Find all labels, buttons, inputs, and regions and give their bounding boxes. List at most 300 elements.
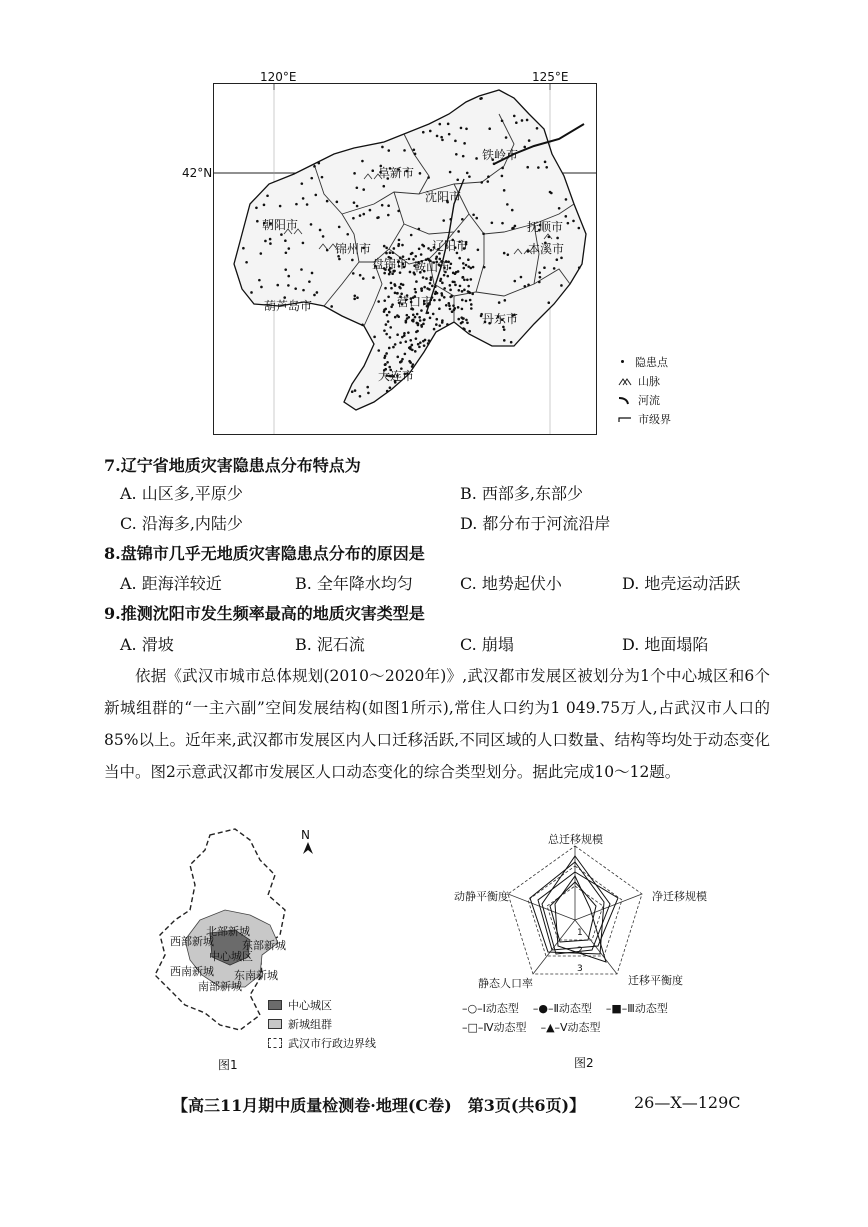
hazard-point [513, 115, 516, 118]
hazard-point [407, 331, 410, 334]
hazard-point [250, 291, 253, 294]
hazard-point [523, 146, 526, 149]
hazard-point [405, 340, 408, 343]
hazard-point [503, 328, 506, 331]
hazard-point [536, 127, 539, 130]
hazard-point [438, 123, 441, 126]
hazard-point [419, 319, 422, 322]
hazard-point [361, 324, 364, 327]
hazard-point [410, 253, 413, 256]
hazard-point [503, 252, 506, 255]
hazard-point [438, 307, 441, 310]
hazard-point [387, 204, 390, 207]
hazard-point [404, 353, 407, 356]
hazard-point [452, 272, 455, 275]
fig2-graphic [500, 842, 650, 982]
hazard-point [389, 386, 392, 389]
hazard-point [269, 242, 272, 245]
hazard-point [528, 139, 531, 142]
hazard-point [449, 289, 452, 292]
hazard-point [411, 344, 414, 347]
hazard-point [386, 390, 389, 393]
hazard-point [465, 127, 468, 130]
hazard-point [285, 251, 288, 254]
hazard-point [510, 341, 513, 344]
hazard-point [258, 279, 261, 282]
hazard-point [269, 238, 272, 241]
fig2-caption: 图2 [574, 1056, 594, 1070]
hazard-point [316, 291, 319, 294]
hazard-point [414, 153, 417, 156]
hazard-point [409, 271, 412, 274]
hazard-point [467, 258, 470, 261]
mountain-icon [618, 376, 632, 386]
center-swatch-icon [268, 1000, 282, 1010]
hazard-point [396, 333, 399, 336]
fig2-legend [462, 998, 722, 1036]
lat-label-42: 42°N [182, 166, 213, 180]
q9-option-c: C. 崩塌 [460, 635, 514, 654]
hazard-point [387, 149, 390, 152]
footer-code: 26—X—129C [634, 1093, 741, 1112]
hazard-point [453, 309, 456, 312]
hazard-point [256, 220, 259, 223]
fig1-region-southwest: 西南新城 [170, 965, 214, 978]
hazard-point [321, 176, 324, 179]
city-liaoyang: 辽阳市 [432, 239, 469, 253]
hazard-point [560, 284, 563, 287]
hazard-point [441, 139, 444, 142]
hazard-point [442, 219, 445, 222]
hazard-point [501, 167, 504, 170]
hazard-point [394, 284, 397, 287]
fig1-region-south: 南部新城 [198, 980, 242, 993]
hazard-point [377, 349, 380, 352]
hazard-point [433, 328, 436, 331]
hazard-point [463, 142, 466, 145]
hazard-point [414, 316, 417, 319]
hazard-point [513, 280, 516, 283]
hazard-point [399, 341, 402, 344]
hazard-point [462, 262, 465, 265]
fig1-region-west: 西部新城 [170, 935, 214, 948]
hazard-point [422, 276, 425, 279]
fig2-axis-static: 静态人口率 [478, 977, 533, 990]
hazard-point [466, 321, 469, 324]
hazard-point [462, 267, 465, 270]
q7-option-d: D. 都分布于河流沿岸 [460, 514, 611, 533]
hazard-point [326, 200, 329, 203]
hazard-point [423, 318, 426, 321]
q9-option-d: D. 地面塌陷 [622, 635, 709, 654]
hazard-point [383, 329, 386, 332]
hazard-point [523, 285, 526, 288]
hazard-point [413, 148, 416, 151]
hazard-point [472, 266, 475, 269]
hazard-point [264, 240, 267, 243]
hazard-point [372, 276, 375, 279]
q7-option-b: B. 西部多,东部少 [460, 484, 584, 503]
hazard-point [537, 166, 540, 169]
hazard-point [391, 303, 394, 306]
hazard-point [457, 230, 460, 233]
hazard-point [366, 386, 369, 389]
hazard-point [462, 276, 465, 279]
fig2-tick-2: 2 [577, 946, 583, 956]
hazard-point [462, 317, 465, 320]
hazard-point [427, 342, 430, 345]
hazard-point [514, 225, 517, 228]
hazard-point [394, 343, 397, 346]
hazard-point [338, 258, 341, 261]
hazard-point [369, 209, 372, 212]
hazard-point [400, 283, 403, 286]
hazard-point [389, 326, 392, 329]
hazard-point [564, 215, 567, 218]
hazard-point [397, 210, 400, 213]
hazard-point [359, 214, 362, 217]
hazard-point [427, 176, 430, 179]
hazard-point [313, 294, 316, 297]
hazard-point [362, 277, 365, 280]
hazard-point [458, 289, 461, 292]
hazard-point [410, 234, 413, 237]
fig1-region-center: 中心城区 [209, 950, 253, 963]
hazard-point [302, 289, 305, 292]
hazard-point [440, 292, 443, 295]
city-yingkou: 营口市 [397, 295, 434, 309]
hazard-point [260, 252, 263, 255]
lon-label-120: 120°E [260, 70, 297, 84]
hazard-point [266, 194, 269, 197]
hazard-point [526, 166, 529, 169]
boundary-icon [618, 414, 632, 424]
hazard-point [408, 346, 411, 349]
hazard-point [466, 278, 469, 281]
hazard-point [461, 308, 464, 311]
hazard-point [311, 272, 314, 275]
city-benxi: 本溪市 [528, 242, 565, 256]
hazard-point [415, 280, 418, 283]
hazard-point [422, 131, 425, 134]
hazard-point [414, 288, 417, 291]
hazard-point [383, 272, 386, 275]
map1-legend [618, 352, 698, 428]
hazard-point [389, 336, 392, 339]
hazard-point [423, 344, 426, 347]
q9-stem: 9.推测沈阳市发生频率最高的地质灾害类型是 [104, 604, 425, 623]
hazard-point [353, 294, 356, 297]
hazard-point [454, 140, 457, 143]
hazard-point [440, 136, 443, 139]
hazard-point [377, 300, 380, 303]
hazard-point [471, 293, 474, 296]
hazard-point [411, 319, 414, 322]
hazard-point [242, 247, 245, 250]
q9-option-a: A. 滑坡 [120, 635, 174, 654]
hazard-point [461, 299, 464, 302]
legend-boundary: 市级界 [618, 409, 698, 428]
city-fuxin: 阜新市 [378, 166, 415, 180]
hazard-point [468, 330, 471, 333]
q8-option-b: B. 全年降水均匀 [295, 574, 413, 593]
hazard-point [288, 247, 291, 250]
hazard-point [418, 228, 421, 231]
hazard-point [441, 321, 444, 324]
hazard-point [326, 249, 329, 252]
hazard-point [423, 286, 426, 289]
hazard-point [419, 341, 422, 344]
hazard-point [362, 213, 365, 216]
hazard-point [352, 217, 355, 220]
q8-option-d: D. 地壳运动活跃 [622, 574, 741, 593]
hazard-point [310, 223, 313, 226]
fig2-legend-5: –▲–Ⅴ动态型 [540, 1020, 601, 1034]
hazard-point [415, 322, 418, 325]
hazard-point [255, 207, 258, 210]
hazard-point [383, 245, 386, 248]
hazard-point [538, 281, 541, 284]
fig1-region-east: 东部新城 [242, 939, 286, 952]
city-shenyang: 沈阳市 [425, 190, 462, 204]
hazard-point [330, 305, 333, 308]
hazard-point [388, 347, 391, 350]
hazard-point [550, 192, 553, 195]
hazard-point [313, 165, 316, 168]
fig2-axis-net: 净迁移规模 [652, 890, 707, 903]
hazard-point [336, 201, 339, 204]
hazard-point [447, 302, 450, 305]
hazard-point [455, 271, 458, 274]
hazard-point [373, 336, 376, 339]
q8-option-c: C. 地势起伏小 [460, 574, 562, 593]
hazard-point [306, 203, 309, 206]
hazard-point [412, 313, 415, 316]
passage-text: 依据《武汉市城市总体规划(2010～2020年)》,武汉都市发展区被划分为1个中心城区和6个新城组群的“一主六副”空间发展结构(如图1所示),常住人口约为1 049.75万人,占武汉市人口的85%以上。近年来,武汉都市发展区内人口迁移活跃,不同区域的人口数量、结构等均处于动态变化当中。图2示意武汉都市发展区人口动态变化的综合类型划分。据此完成10～12题。 [104, 667, 770, 781]
hazard-point [403, 149, 406, 152]
hazard-point [245, 261, 248, 264]
hazard-point [465, 264, 468, 267]
hazard-point [538, 271, 541, 274]
hazard-point [466, 172, 469, 175]
hazard-point [420, 253, 423, 256]
hazard-point [472, 213, 475, 216]
hazard-point [452, 304, 455, 307]
hazard-point [438, 299, 441, 302]
hazard-point [401, 244, 404, 247]
hazard-point [483, 266, 486, 269]
fig1-legend [268, 995, 376, 1052]
hazard-point [429, 130, 432, 133]
hazard-point [276, 284, 279, 287]
hazard-point [428, 339, 431, 342]
fig2-legend-4: –□–Ⅳ动态型 [462, 1020, 527, 1034]
hazard-point [556, 258, 559, 261]
hazard-point [394, 316, 397, 319]
hazard-point [415, 337, 418, 340]
hazard-point [295, 203, 298, 206]
city-huludao: 葫芦岛市 [264, 299, 313, 313]
hazard-point [459, 285, 462, 288]
hazard-point [515, 121, 518, 124]
q7-option-a: A. 山区多,平原少 [120, 484, 243, 503]
hazard-point [461, 290, 464, 293]
hazard-point [463, 289, 466, 292]
hazard-point [279, 205, 282, 208]
legend-hazard: 隐患点 [618, 352, 698, 371]
fig1-region-north: 北部新城 [206, 925, 250, 938]
hazard-point [386, 314, 389, 317]
fig2-axis-balance: 迁移平衡度 [628, 974, 683, 987]
hazard-point [465, 300, 468, 303]
hazard-point [470, 303, 473, 306]
hazard-point [417, 343, 420, 346]
hazard-point [487, 175, 490, 178]
fig1-caption: 图1 [218, 1058, 238, 1072]
fig1-legend-center: 中心城区 [268, 995, 376, 1014]
hazard-point [371, 169, 374, 172]
hazard-point [470, 307, 473, 310]
hazard-point [421, 244, 424, 247]
hazard-point [356, 186, 359, 189]
hazard-point [422, 323, 425, 326]
hazard-point [356, 205, 359, 208]
passage [104, 660, 770, 788]
city-dandong: 丹东市 [482, 312, 519, 326]
hazard-point [460, 127, 463, 130]
hazard-point [544, 161, 547, 164]
hazard-point [367, 392, 370, 395]
hazard-point [468, 175, 471, 178]
hazard-point [408, 316, 411, 319]
hazard-point [461, 218, 464, 221]
q8-stem: 8.盘锦市几乎无地质灾害隐患点分布的原因是 [104, 544, 425, 563]
hazard-point [390, 287, 393, 290]
hazard-point [300, 268, 303, 271]
hazard-point [353, 298, 356, 301]
hazard-point [434, 292, 437, 295]
hazard-point [527, 283, 530, 286]
city-dalian: 大连市 [378, 369, 415, 383]
hazard-point [416, 330, 419, 333]
city-fushun: 抚顺市 [527, 220, 564, 234]
hazard-point [383, 299, 386, 302]
hazard-point [385, 247, 388, 250]
hazard-point [403, 334, 406, 337]
hazard-point [412, 363, 415, 366]
hazard-point [521, 119, 524, 122]
fig1-legend-new: 新城组群 [268, 1014, 376, 1033]
hazard-point [390, 282, 393, 285]
fig1-legend-boundary: 武汉市行政边界线 [268, 1033, 376, 1052]
hazard-point [469, 299, 472, 302]
hazard-point [310, 177, 313, 180]
hazard-point [486, 180, 489, 183]
hazard-point [467, 265, 470, 268]
hazard-point [381, 204, 384, 207]
hazard-point [386, 361, 389, 364]
hazard-point [359, 395, 362, 398]
hazard-point [280, 233, 283, 236]
hazard-point [385, 352, 388, 355]
hazard-point [438, 324, 441, 327]
hazard-point [547, 301, 550, 304]
hazard-point [505, 136, 508, 139]
hazard-point [556, 237, 559, 240]
hazard-point [384, 363, 387, 366]
hazard-point [477, 248, 480, 251]
hazard-point [449, 296, 452, 299]
hazard-point [526, 119, 529, 122]
hazard-point [491, 222, 494, 225]
hazard-point [443, 287, 446, 290]
hazard-point [394, 292, 397, 295]
hazard-point [455, 153, 458, 156]
hazard-point [482, 232, 485, 235]
hazard-point [454, 284, 457, 287]
hazard-point [383, 356, 386, 359]
hazard-point [558, 207, 561, 210]
hazard-point [578, 227, 581, 230]
hazard-point [263, 204, 266, 207]
hazard-point [381, 146, 384, 149]
fig2-tick-3: 3 [577, 964, 583, 974]
hazard-point [408, 258, 411, 261]
hazard-point [346, 233, 349, 236]
hazard-point [449, 218, 452, 221]
hazard-point [501, 119, 504, 122]
hazard-point [451, 280, 454, 283]
hazard-point [511, 227, 514, 230]
fig2-axis-dynamic: 动静平衡度 [454, 890, 509, 903]
hazard-point [302, 197, 305, 200]
hazard-point [356, 296, 359, 299]
hazard-point [445, 304, 448, 307]
north-arrow-icon [302, 841, 314, 855]
hazard-point [479, 97, 482, 100]
hazard-point [434, 285, 437, 288]
city-jinzhou: 锦州市 [335, 242, 372, 256]
hazard-point [449, 308, 452, 311]
hazard-point [284, 239, 287, 242]
hazard-point [414, 350, 417, 353]
boundary-swatch-icon [268, 1038, 282, 1048]
hazard-point [418, 346, 421, 349]
hazard-point [463, 279, 466, 282]
new-town-swatch-icon [268, 1019, 282, 1029]
hazard-point [543, 266, 546, 269]
hazard-point [480, 181, 483, 184]
hazard-point [398, 286, 401, 289]
hazard-point [361, 160, 364, 163]
legend-river: 河流 [618, 390, 698, 409]
hazard-point [501, 222, 504, 225]
hazard-point [572, 220, 575, 223]
hazard-point [461, 321, 464, 324]
hazard-point [388, 273, 391, 276]
hazard-point [498, 301, 501, 304]
hazard-point [391, 272, 394, 275]
q7-stem: 7.辽宁省地质灾害隐患点分布特点为 [104, 456, 361, 475]
hazard-point [488, 127, 491, 130]
hazard-point [403, 332, 406, 335]
hazard-point [429, 282, 432, 285]
hazard-point [470, 278, 473, 281]
hazard-point [319, 229, 322, 232]
hazard-point [578, 266, 581, 269]
hazard-point [387, 320, 390, 323]
hazard-point [418, 316, 421, 319]
